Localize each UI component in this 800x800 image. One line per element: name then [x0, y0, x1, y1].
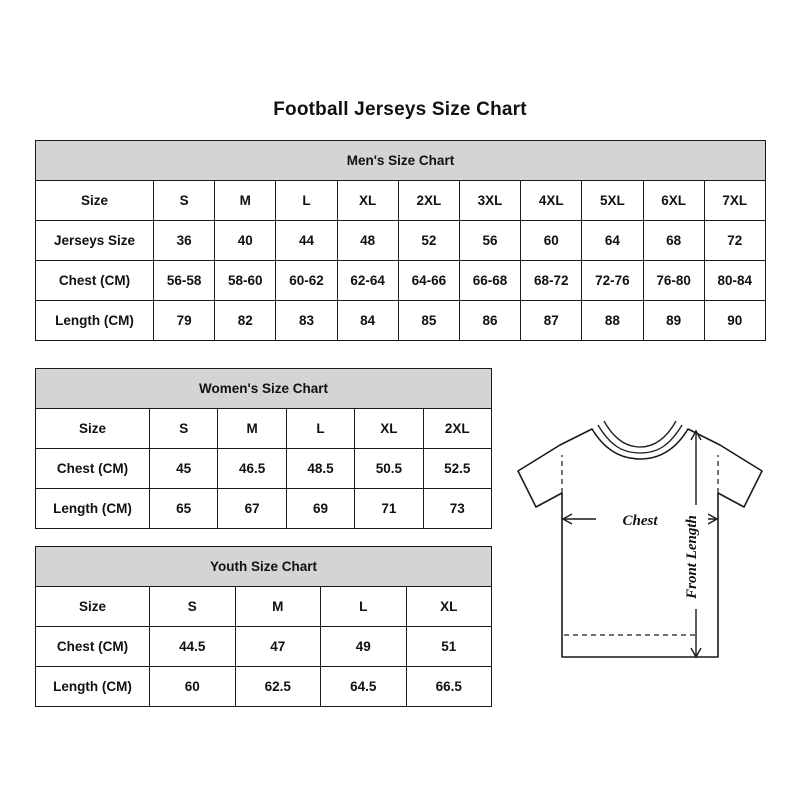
column-header: L — [276, 181, 337, 221]
table-cell: 67 — [218, 489, 286, 529]
column-header: 2XL — [423, 409, 491, 449]
row-label: Length (CM) — [36, 489, 150, 529]
table-row — [36, 181, 766, 221]
row-header-label: Size — [36, 409, 150, 449]
table-cell: 86 — [459, 301, 520, 341]
table-row — [36, 489, 492, 529]
column-header: L — [286, 409, 354, 449]
column-header: L — [321, 587, 407, 627]
table-cell: 68 — [643, 221, 704, 261]
column-header: XL — [355, 409, 423, 449]
table-cell: 65 — [150, 489, 218, 529]
table-row — [36, 449, 492, 489]
table-cell: 72-76 — [582, 261, 643, 301]
jersey-measurement-diagram — [500, 395, 780, 695]
table-cell: 50.5 — [355, 449, 423, 489]
table-cell: 76-80 — [643, 261, 704, 301]
table-row — [36, 667, 492, 707]
womens-table-title: Women's Size Chart — [36, 369, 492, 409]
column-header: 7XL — [704, 181, 765, 221]
table-cell: 90 — [704, 301, 765, 341]
table-row — [36, 409, 492, 449]
table-header-row — [36, 141, 766, 181]
table-cell: 49 — [321, 627, 407, 667]
table-cell: 85 — [398, 301, 459, 341]
row-label: Chest (CM) — [36, 261, 154, 301]
column-header: 5XL — [582, 181, 643, 221]
table-row — [36, 627, 492, 667]
table-cell: 66.5 — [406, 667, 492, 707]
table-cell: 58-60 — [215, 261, 276, 301]
table-cell: 60-62 — [276, 261, 337, 301]
table-row — [36, 587, 492, 627]
column-header: M — [218, 409, 286, 449]
table-cell: 72 — [704, 221, 765, 261]
womens-size-chart-table — [35, 368, 492, 529]
table-cell: 87 — [521, 301, 582, 341]
row-label: Jerseys Size — [36, 221, 154, 261]
youth-size-chart-table — [35, 546, 492, 707]
table-cell: 88 — [582, 301, 643, 341]
row-label: Length (CM) — [36, 667, 150, 707]
table-cell: 80-84 — [704, 261, 765, 301]
column-header: XL — [337, 181, 398, 221]
table-cell: 60 — [150, 667, 236, 707]
table-cell: 48.5 — [286, 449, 354, 489]
table-header-row — [36, 369, 492, 409]
table-cell: 66-68 — [459, 261, 520, 301]
column-header: M — [235, 587, 321, 627]
table-cell: 44.5 — [150, 627, 236, 667]
row-label: Chest (CM) — [36, 627, 150, 667]
table-cell: 73 — [423, 489, 491, 529]
table-cell: 47 — [235, 627, 321, 667]
column-header: M — [215, 181, 276, 221]
table-cell: 45 — [150, 449, 218, 489]
column-header: S — [154, 181, 215, 221]
table-cell: 51 — [406, 627, 492, 667]
table-row — [36, 301, 766, 341]
row-header-label: Size — [36, 587, 150, 627]
table-row — [36, 221, 766, 261]
column-header: 3XL — [459, 181, 520, 221]
chest-label: Chest — [622, 513, 658, 529]
table-cell: 84 — [337, 301, 398, 341]
table-cell: 82 — [215, 301, 276, 341]
table-cell: 56-58 — [154, 261, 215, 301]
table-cell: 36 — [154, 221, 215, 261]
table-cell: 40 — [215, 221, 276, 261]
table-cell: 60 — [521, 221, 582, 261]
table-cell: 68-72 — [521, 261, 582, 301]
column-header: S — [150, 587, 236, 627]
column-header: S — [150, 409, 218, 449]
table-cell: 48 — [337, 221, 398, 261]
table-header-row — [36, 547, 492, 587]
page-title: Football Jerseys Size Chart — [273, 99, 527, 120]
table-cell: 79 — [154, 301, 215, 341]
table-cell: 46.5 — [218, 449, 286, 489]
column-header: 2XL — [398, 181, 459, 221]
front-length-label: Front Length — [684, 515, 700, 599]
column-header: XL — [406, 587, 492, 627]
table-cell: 52 — [398, 221, 459, 261]
table-cell: 64 — [582, 221, 643, 261]
mens-table-title: Men's Size Chart — [36, 141, 766, 181]
row-label: Chest (CM) — [36, 449, 150, 489]
table-cell: 69 — [286, 489, 354, 529]
row-label: Length (CM) — [36, 301, 154, 341]
table-cell: 64.5 — [321, 667, 407, 707]
table-row — [36, 261, 766, 301]
table-cell: 89 — [643, 301, 704, 341]
table-cell: 56 — [459, 221, 520, 261]
row-header-label: Size — [36, 181, 154, 221]
table-cell: 64-66 — [398, 261, 459, 301]
table-cell: 71 — [355, 489, 423, 529]
column-header: 4XL — [521, 181, 582, 221]
mens-size-chart-table — [35, 140, 766, 341]
column-header: 6XL — [643, 181, 704, 221]
table-cell: 83 — [276, 301, 337, 341]
table-cell: 62.5 — [235, 667, 321, 707]
table-cell: 52.5 — [423, 449, 491, 489]
table-cell: 62-64 — [337, 261, 398, 301]
table-cell: 44 — [276, 221, 337, 261]
youth-table-title: Youth Size Chart — [36, 547, 492, 587]
